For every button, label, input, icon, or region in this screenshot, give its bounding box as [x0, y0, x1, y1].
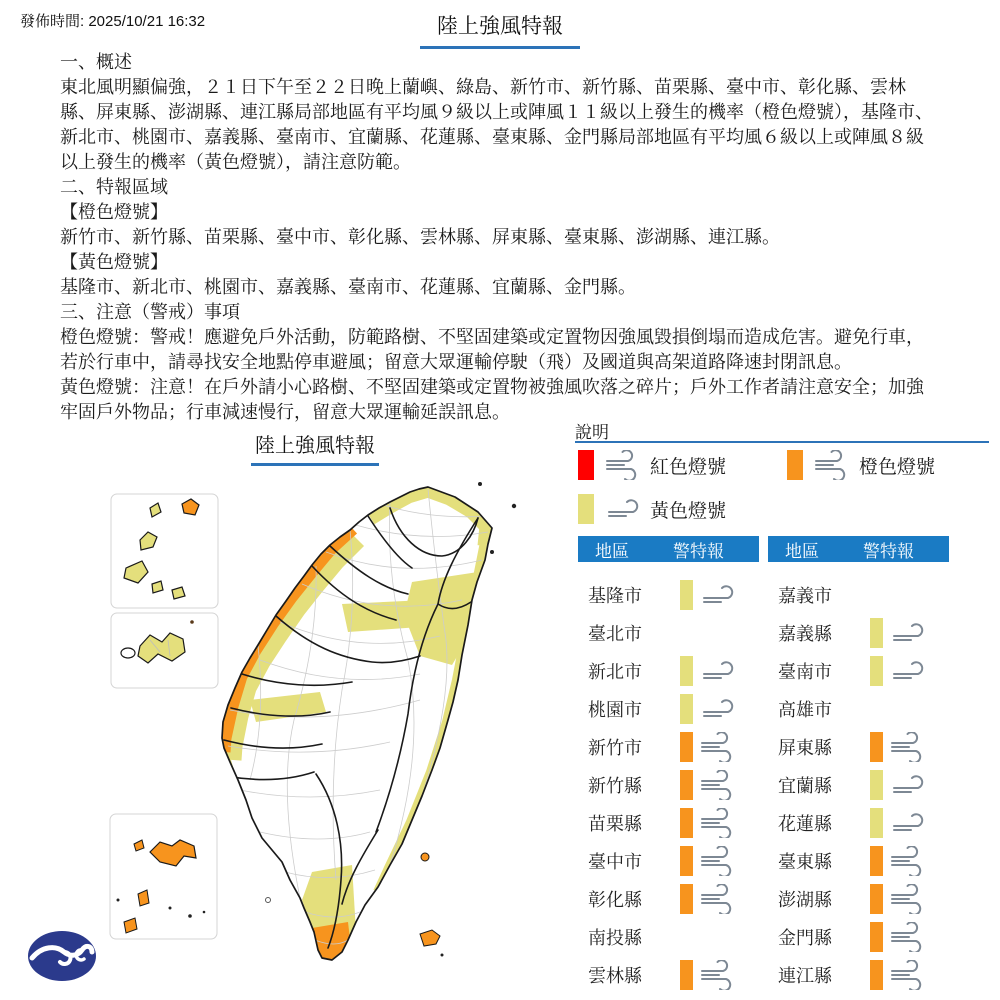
table-row [768, 766, 949, 804]
table-row [578, 728, 759, 766]
publish-time: 發佈時間: 2025/10/21 16:32 [20, 13, 206, 30]
region-name: 新竹市 [588, 738, 642, 758]
level-badge [870, 846, 883, 876]
wind-icon [888, 846, 928, 876]
wind-icon [888, 580, 928, 610]
table-row [578, 956, 759, 994]
table-row [768, 576, 949, 614]
region-name: 宜蘭縣 [778, 776, 832, 796]
wind-icon [698, 694, 738, 724]
table-row [578, 804, 759, 842]
level-badge [870, 960, 883, 990]
region-name: 臺東縣 [778, 852, 832, 872]
region-name: 臺南市 [778, 662, 832, 682]
inset-penghu [110, 814, 217, 939]
region-name: 彰化縣 [588, 890, 642, 910]
region-name: 基隆市 [588, 586, 642, 606]
level-badge [870, 770, 883, 800]
legend-divider [575, 441, 989, 443]
level-badge [680, 808, 693, 838]
region-name: 屏東縣 [778, 738, 832, 758]
wind-light-icon [602, 494, 644, 524]
legend-and-tables [575, 418, 991, 1000]
region-name: 高雄市 [778, 700, 832, 720]
table-row [578, 842, 759, 880]
wind-icon [698, 922, 738, 952]
legend-item-yellow [578, 493, 726, 525]
region-name: 苗栗縣 [588, 814, 642, 834]
page-title: 陸上強風特報 [420, 10, 580, 49]
region-header: 地區 [595, 541, 629, 561]
level-badge [870, 732, 883, 762]
orange-swatch [787, 450, 803, 480]
section2-heading: 二、特報區域 [60, 177, 168, 197]
region-name: 花蓮縣 [778, 814, 832, 834]
legend-label: 紅色燈號 [650, 456, 727, 478]
wind-strong-icon [811, 450, 853, 480]
wind-icon [888, 770, 928, 800]
legend-item-orange [787, 449, 935, 481]
level-badge [680, 846, 693, 876]
legend-item-red [578, 449, 726, 481]
yellow-areas: 基隆市、新北市、桃園市、嘉義縣、臺南市、花蓮縣、宜蘭縣、金門縣。 [60, 277, 636, 297]
level-badge [680, 694, 693, 724]
map-panel [90, 425, 570, 1000]
level-badge [870, 922, 883, 952]
region-name: 金門縣 [778, 928, 832, 948]
region-name: 嘉義市 [778, 586, 832, 606]
region-name: 連江縣 [778, 966, 832, 986]
level-badge [870, 884, 883, 914]
section1-heading: 一、概述 [60, 52, 132, 72]
wind-icon [698, 770, 738, 800]
region-name: 澎湖縣 [778, 890, 832, 910]
level-badge [680, 770, 693, 800]
orange-advice: 橙色燈號：警戒！應避免戶外活動，防範路樹、不堅固建築或定置物因強風毀損倒塌而造成危害。避免行車，若於行車中，請尋找安全地點停車避風；留意大眾運輸停駛（飛）及國道與高架道路降速封閉訊息。 [60, 327, 924, 372]
liuqiu-island [266, 898, 271, 903]
legend-label: 黃色燈號 [650, 500, 727, 522]
table-row [578, 614, 759, 652]
map-title: 陸上強風特報 [251, 429, 379, 466]
level-badge [680, 732, 693, 762]
wind-icon [888, 656, 928, 686]
warning-header: 警特報 [673, 541, 724, 561]
warning-header: 警特報 [863, 541, 914, 561]
table-row [768, 614, 949, 652]
level-badge [870, 656, 883, 686]
yellow-advice: 黃色燈號：注意！在戶外請小心路樹、不堅固建築或定置物被強風吹落之碎片；戶外工作者請注意安全；加強牢固戶外物品；行車減速慢行，留意大眾運輸延誤訊息。 [60, 377, 924, 422]
section1-body: 東北風明顯偏強，２１日下午至２２日晚上蘭嶼、綠島、新竹市、新竹縣、苗栗縣、臺中市、彰化縣、雲林縣、屏東縣、澎湖縣、連江縣局部地區有平均風９級以上或陣風１１級以上發生的機率（橙色燈號），基隆市、新北市、桃園市、嘉義縣、臺南市、宜蘭縣、花蓮縣、臺東縣、金門縣局部地區有平均風６級以上或陣風８級以上發生的機率（黃色燈號），請注意防範。 [60, 77, 933, 172]
table-row [768, 652, 949, 690]
level-badge [870, 618, 883, 648]
region-name: 臺中市 [588, 852, 642, 872]
wind-icon [698, 884, 738, 914]
report-body [60, 50, 938, 425]
orchid-island [420, 930, 440, 946]
region-name: 新北市 [588, 662, 642, 682]
hengchun-orange [312, 922, 351, 962]
wind-icon [698, 846, 738, 876]
table-row [578, 652, 759, 690]
warning-table-right [768, 536, 949, 994]
section3-heading: 三、注意（警戒）事項 [60, 302, 240, 322]
table-row [768, 804, 949, 842]
region-name: 南投縣 [588, 928, 642, 948]
region-name: 雲林縣 [588, 966, 642, 986]
inset-matsu [111, 494, 218, 608]
wind-icon [698, 960, 738, 990]
table-row [578, 880, 759, 918]
wind-icon [888, 694, 928, 724]
table-row [578, 576, 759, 614]
orange-label: 【橙色燈號】 [60, 202, 168, 222]
level-badge [680, 960, 693, 990]
wind-icon [888, 922, 928, 952]
table-header [578, 536, 759, 562]
legend-label: 橙色燈號 [859, 456, 936, 478]
wind-icon [888, 808, 928, 838]
orange-areas: 新竹市、新竹縣、苗栗縣、臺中市、彰化縣、雲林縣、屏東縣、臺東縣、澎湖縣、連江縣。 [60, 227, 780, 247]
wind-icon [698, 656, 738, 686]
inset-kinmen [111, 613, 218, 688]
wind-icon [888, 732, 928, 762]
yellow-swatch [578, 494, 594, 524]
wind-icon [888, 960, 928, 990]
legend-heading: 說明 [575, 423, 609, 442]
table-row [768, 842, 949, 880]
level-badge [680, 656, 693, 686]
table-row [578, 766, 759, 804]
table-header [768, 536, 949, 562]
taiwan-island [222, 487, 492, 960]
region-name: 嘉義縣 [778, 624, 832, 644]
table-row [578, 918, 759, 956]
level-badge [680, 884, 693, 914]
warning-table-left [578, 536, 759, 994]
level-badge [680, 580, 693, 610]
region-name: 臺北市 [588, 624, 642, 644]
wind-icon [698, 808, 738, 838]
region-name: 新竹縣 [588, 776, 642, 796]
wind-icon [888, 618, 928, 648]
taiwan-warning-map [90, 460, 560, 998]
table-row [768, 690, 949, 728]
wind-strong-icon [602, 450, 644, 480]
wind-icon [698, 732, 738, 762]
cwa-logo [26, 928, 98, 984]
red-swatch [578, 450, 594, 480]
wind-icon [888, 884, 928, 914]
yellow-label: 【黃色燈號】 [60, 252, 168, 272]
table-row [768, 956, 949, 994]
table-row [768, 728, 949, 766]
table-row [768, 880, 949, 918]
green-island [421, 853, 429, 861]
region-header: 地區 [785, 541, 819, 561]
level-badge [870, 808, 883, 838]
table-row [578, 690, 759, 728]
table-row [768, 918, 949, 956]
wind-icon [698, 580, 738, 610]
region-name: 桃園市 [588, 700, 642, 720]
wind-icon [698, 618, 738, 648]
